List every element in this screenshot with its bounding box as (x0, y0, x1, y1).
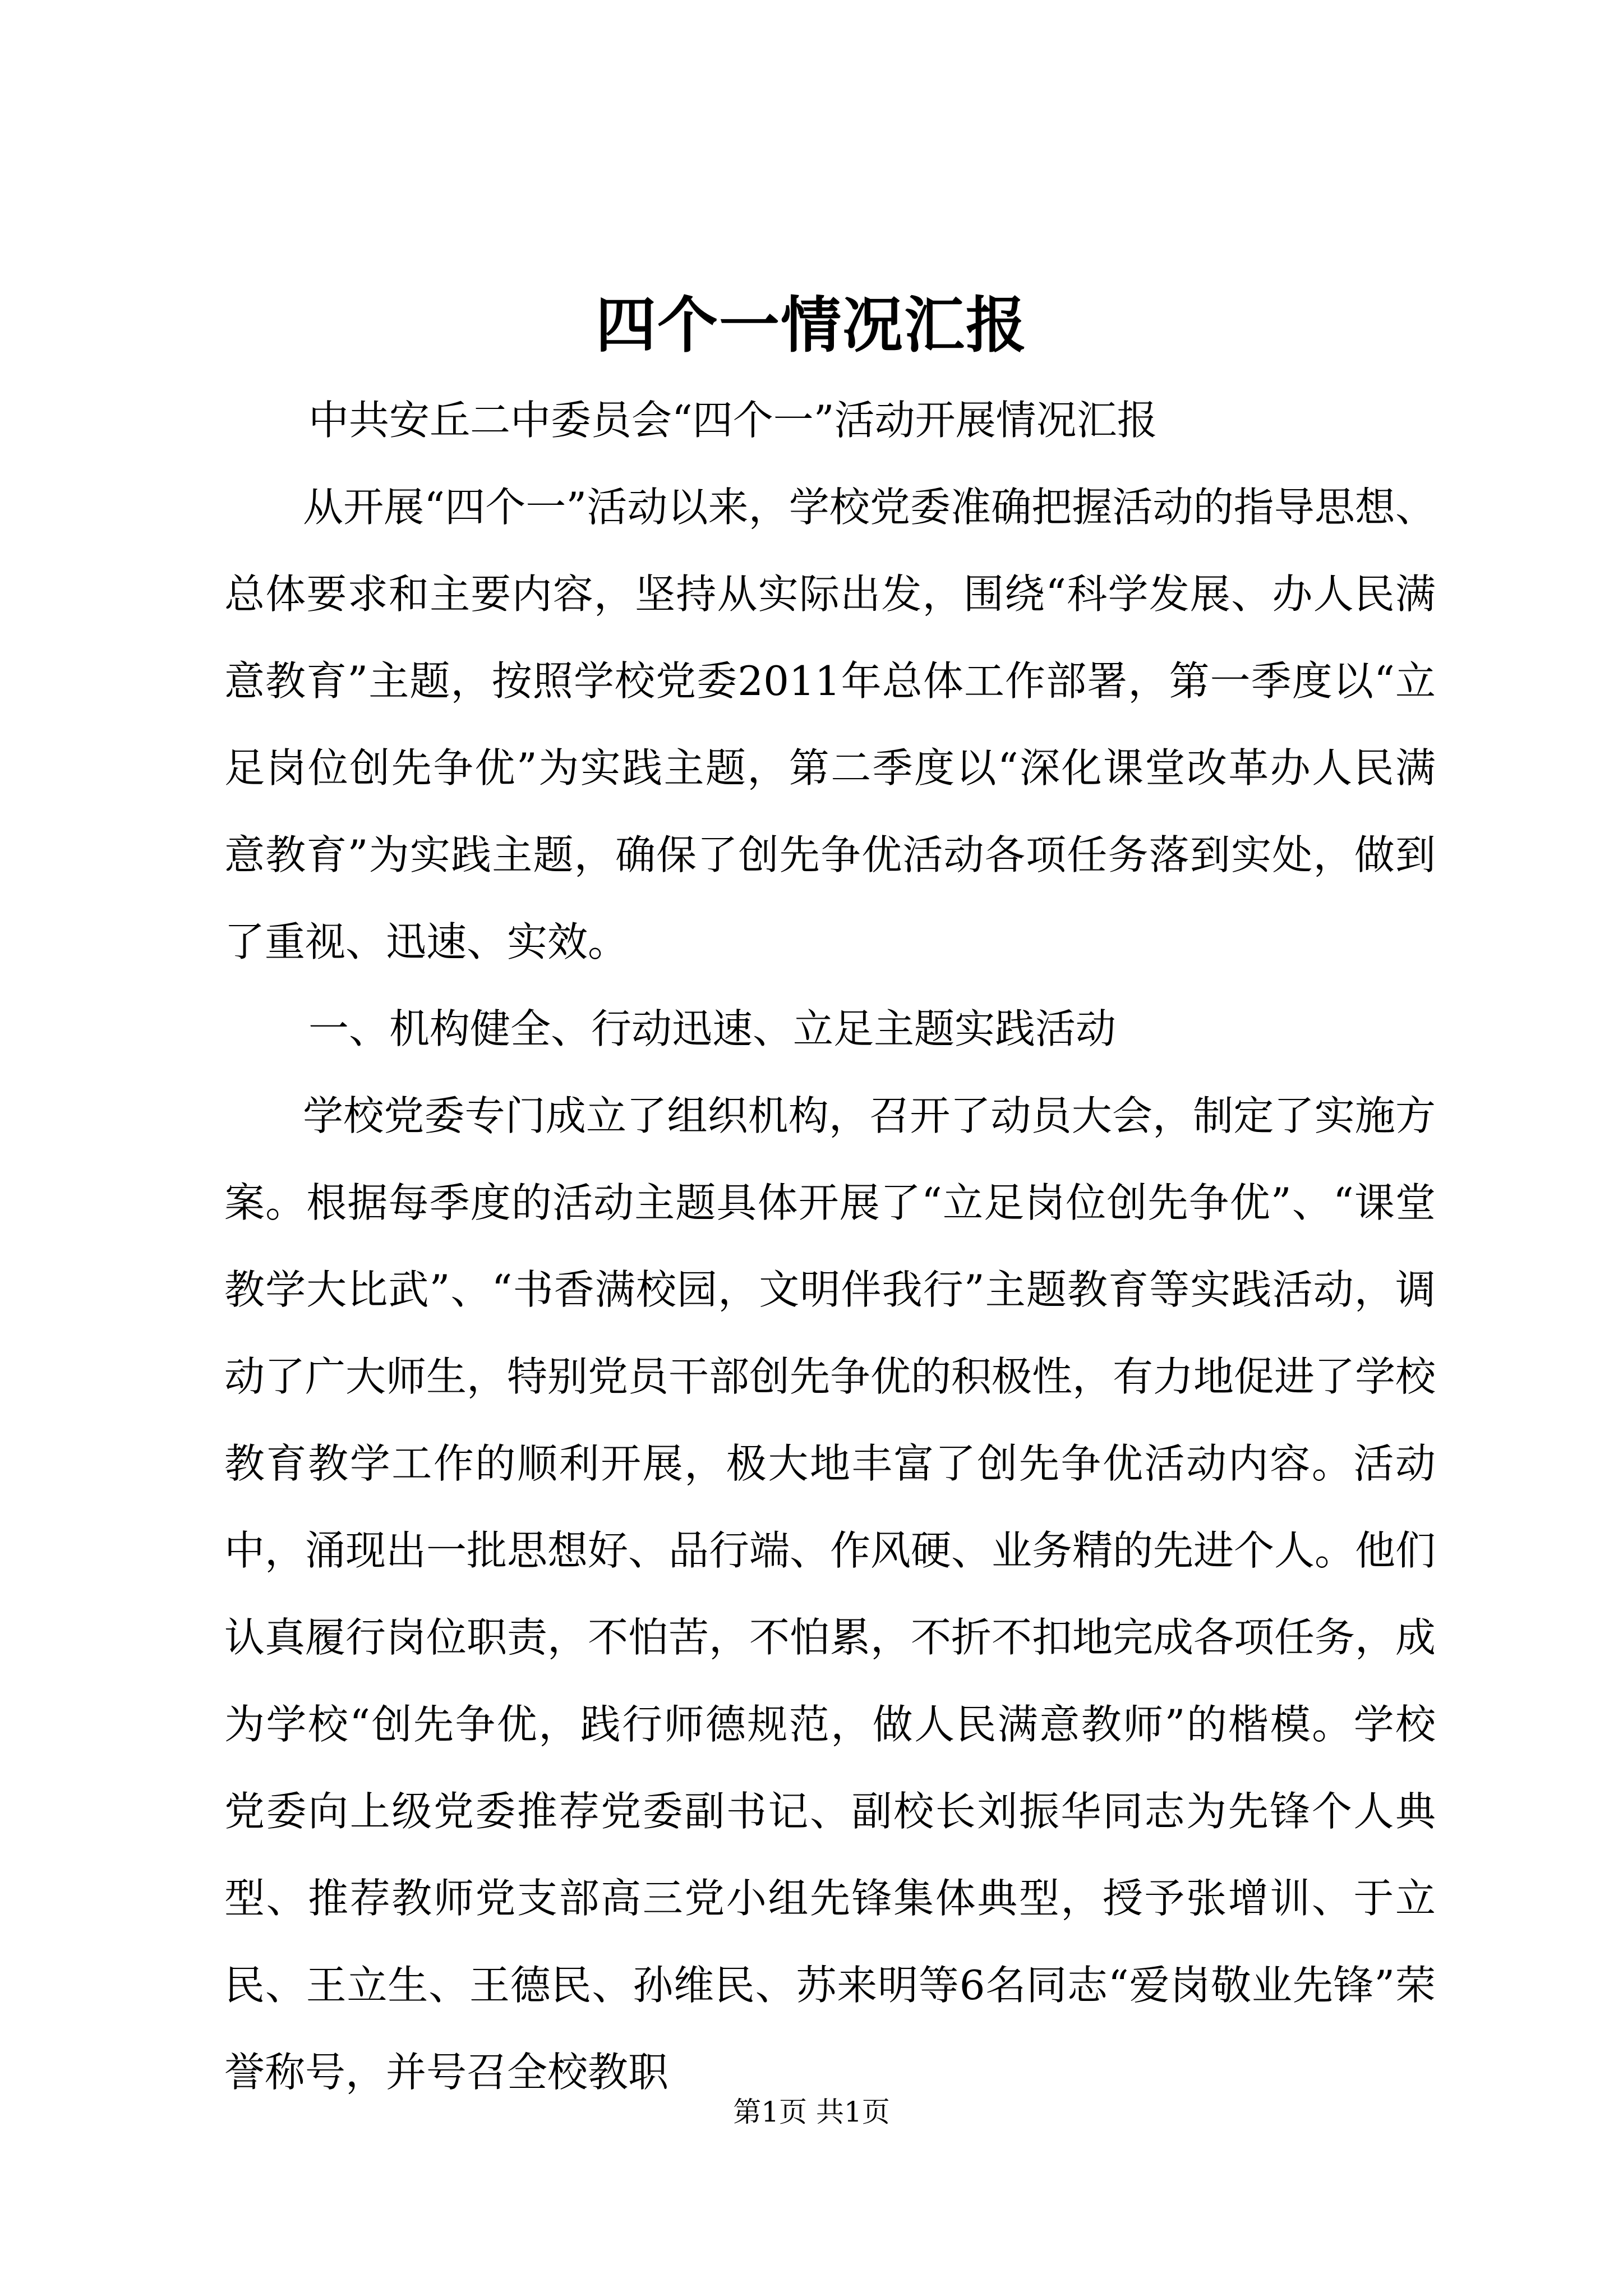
intro-paragraph: 从开展“四个一”活动以来，学校党委准确把握活动的指导思想、总体要求和主要内容，坚持从实际出发，围绕“科学发展、办人民满意教育”主题，按照学校党委2011年总体工作部署，第一季度以“立足岗位创先争优”为实践主题，第二季度以“深化课堂改革办人民满意教育”为实践主题，确保了创先争优活动各项任务落到实处，做到了重视、迅速、实效。 (224, 484, 1436, 965)
subtitle-paragraph: 中共安丘二中委员会“四个一”活动开展情况汇报 (308, 397, 1158, 444)
section-heading: 一、机构健全、行动迅速、立足主题实践活动 (308, 1005, 1117, 1052)
section-paragraph: 学校党委专门成立了组织机构，召开了动员大会，制定了实施方案。根据每季度的活动主题具体开展了“立足岗位创先争优”、“课堂教学大比武”、“书香满校园，文明伴我行”主题教育等实践活动，调动了广大师生，特别党员干部创先争优的积极性，有力地促进了学校教育教学工作的顺利开展，极大地丰富了创先争优活动内容。活动中，涌现出一批思想好、品行端、作风硬、业务精的先进个人。他们认真履行岗位职责，不怕苦，不怕累，不折不扣地完成各项任务，成为学校“创先争优，践行师德规范，做人民满意教师”的楷模。学校党委向上级党委推荐党委副书记、副校长刘振华同志为先锋个人典型、推荐教师党支部高三党小组先锋集体典型，授予张增训、于立民、王立生、王德民、孙维民、苏来明等6名同志“爱岗敬业先锋”荣誉称号，并号召全校教职 (224, 1092, 1436, 2096)
document-title: 四个一情况汇报 (595, 290, 1027, 361)
page-footer: 第1页 共1页 (733, 2096, 890, 2128)
document-body (224, 377, 1436, 2116)
